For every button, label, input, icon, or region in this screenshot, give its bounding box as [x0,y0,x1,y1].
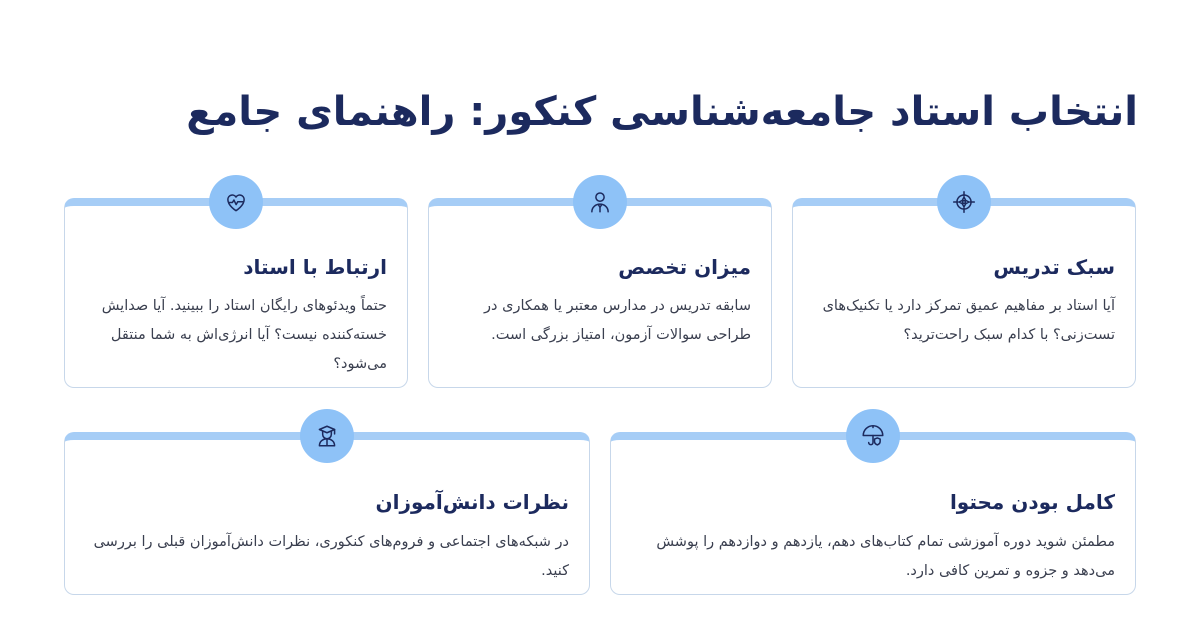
card-body: مطمئن شوید دوره آموزشی تمام کتاب‌های دهم، یازدهم و دوازدهم را پوشش می‌دهد و جزوه و تمرین کافی دارد. [656,534,1115,579]
umbrella-shield-icon [846,409,900,463]
page-title: انتخاب استاد جامعه‌شناسی کنکور: راهنمای جامع [186,89,1138,135]
card-content-completeness [610,432,1136,595]
card-teacher-connection [64,198,408,388]
compass-icon [937,175,991,229]
card-title: ارتباط با استاد [243,255,387,279]
heart-pulse-icon [209,175,263,229]
teacher-icon [573,175,627,229]
card-body: در شبکه‌های اجتماعی و فروم‌های کنکوری، نظرات دانش‌آموزان قبلی را بررسی کنید. [93,534,569,579]
card-body: آیا استاد بر مفاهیم عمیق تمرکز دارد یا تکنیک‌های تست‌زنی؟ با کدام سبک راحت‌ترید؟ [822,298,1115,343]
graduate-student-icon [300,409,354,463]
card-body: سابقه تدریس در مدارس معتبر یا همکاری در طراحی سوالات آزمون، امتیاز بزرگی است. [484,298,751,343]
card-body: حتماً ویدئوهای رایگان استاد را ببینید. آیا صدایش خسته‌کننده نیست؟ آیا انرژی‌اش به شما منتقل می‌شود؟ [101,298,387,372]
card-title: نظرات دانش‌آموزان [375,490,569,514]
card-teaching-style [792,198,1136,388]
card-title: کامل بودن محتوا [949,490,1115,514]
card-student-reviews [64,432,590,595]
card-expertise [428,198,772,388]
card-title: سبک تدریس [993,255,1115,279]
card-title: میزان تخصص [618,255,751,279]
